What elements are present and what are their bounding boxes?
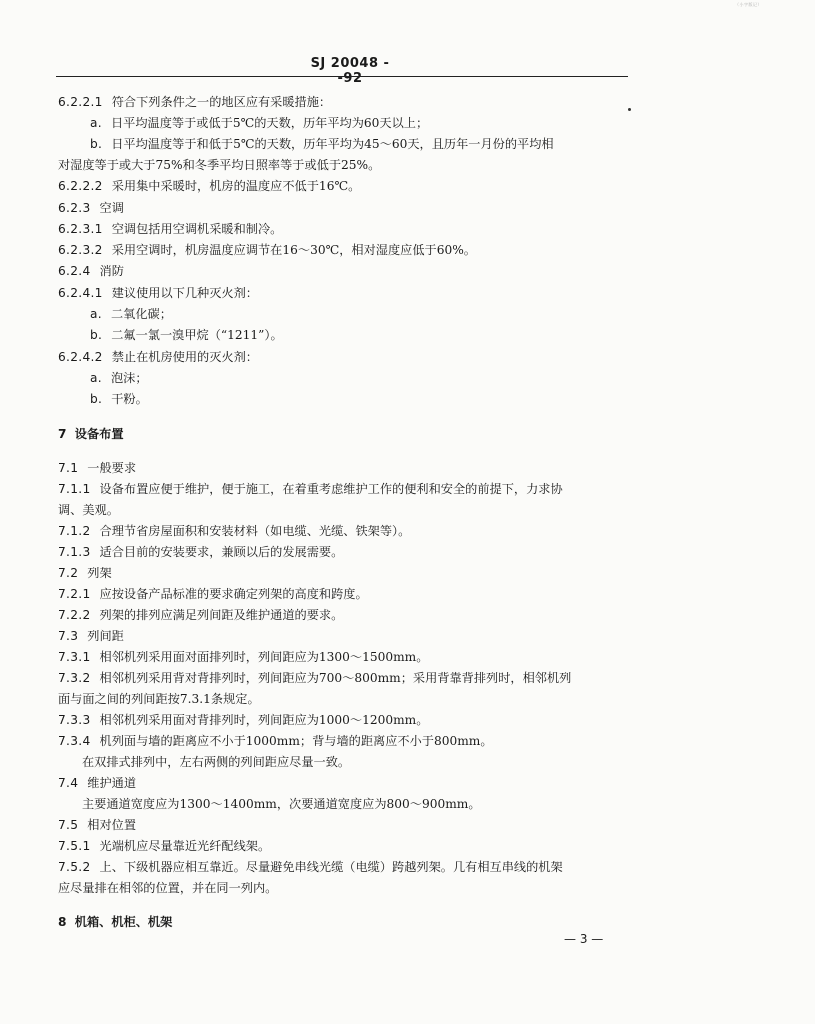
clause-6-2-3: 6.2.3 空调 [58,201,124,215]
clause-7-3-1: 7.3.1 相邻机列采用面对面排列时，列间距应为1300～1500mm。 [58,650,429,664]
clause-7-5-2: 7.5.2 上、下级机器应相互靠近。尽量避免串线光缆（电缆）跨越列架。几有相互串线的机架 [58,860,563,874]
clause-7-3-2: 7.3.2 相邻机列采用背对背排列时，列间距应为700～800mm；采用背靠背排列时，相邻机列 [58,671,572,685]
section-8-heading: 8 机箱、机柜、机架 [58,915,173,929]
clause-7-5-1: 7.5.1 光端机应尽量靠近光纤配线架。 [58,839,271,853]
list-item-b: b. 干粉。 [90,392,148,406]
section-7-heading: 7 设备布置 [58,427,124,441]
clause-6-2-3-1: 6.2.3.1 空调包括用空调机采暖和制冷。 [58,222,283,236]
clause-7-2-1: 7.2.1 应按设备产品标准的要求确定列架的高度和跨度。 [58,587,368,601]
clause-7-2-2: 7.2.2 列架的排列应满足列间距及维护通道的要求。 [58,608,344,622]
standard-code-header: SJ 20048 --92 [310,56,390,86]
header-rule [56,76,628,77]
list-item-a: a. 日平均温度等于或低于5℃的天数，历年平均为60天以上； [90,116,429,130]
clause-7-1-3: 7.1.3 适合目前的安装要求，兼顾以后的发展需要。 [58,545,344,559]
continuation-line: 对湿度等于或大于75%和冬季平均日照率等于或低于25%。 [58,158,381,172]
clause-6-2-4-1: 6.2.4.1 建议使用以下几种灭火剂： [58,286,258,300]
page-number: — 3 — [564,932,604,946]
list-item-b: b. 日平均温度等于和低于5℃的天数，历年平均为45～60天，且历年一月份的平均相 [90,137,554,151]
clause-7-3-3: 7.3.3 相邻机列采用面对背排列时，列间距应为1000～1200mm。 [58,713,429,727]
indented-line: 主要通道宽度应为1300～1400mm，次要通道宽度应为800～900mm。 [82,797,481,811]
clause-6-2-4: 6.2.4 消防 [58,264,124,278]
clause-6-2-3-2: 6.2.3.2 采用空调时，机房温度应调节在16～30℃，相对湿度应低于60%。 [58,243,476,257]
scan-speck [628,108,631,111]
clause-7-2: 7.2 列架 [58,566,112,580]
clause-7-5: 7.5 相对位置 [58,818,137,832]
clause-6-2-2-1: 6.2.2.1 符合下列条件之一的地区应有采暖措施： [58,95,332,109]
clause-7-1-1: 7.1.1 设备布置应便于维护，便于施工，在着重考虑维护工作的便利和安全的前提下，力求协 [58,482,563,496]
continuation-line: 调、美观。 [58,503,119,517]
clause-6-2-4-2: 6.2.4.2 禁止在机房使用的灭火剂： [58,350,258,364]
clause-7-3: 7.3 列间距 [58,629,124,643]
indented-line: 在双排式排列中，左右两侧的列间距应尽量一致。 [82,755,351,769]
list-item-a: a. 泡沫； [90,371,148,385]
clause-7-4: 7.4 维护通道 [58,776,137,790]
clause-7-1: 7.1 一般要求 [58,461,137,475]
continuation-line: 面与面之间的列间距按7.3.1条规定。 [58,692,260,706]
continuation-line: 应尽量排在相邻的位置，并在同一列内。 [58,881,278,895]
clause-6-2-2-2: 6.2.2.2 采用集中采暖时，机房的温度应不低于16℃。 [58,179,361,193]
clause-7-1-2: 7.1.2 合理节省房屋面积和安装材料（如电缆、光缆、铁架等）。 [58,524,411,538]
clause-7-3-4: 7.3.4 机列面与墙的距离应不小于1000mm；背与墙的距离应不小于800mm。 [58,734,493,748]
list-item-a: a. 二氧化碳； [90,307,172,321]
scan-mark: （小字版记） [735,2,762,7]
list-item-b: b. 二氟一氯一溴甲烷（“1211”）。 [90,328,283,342]
